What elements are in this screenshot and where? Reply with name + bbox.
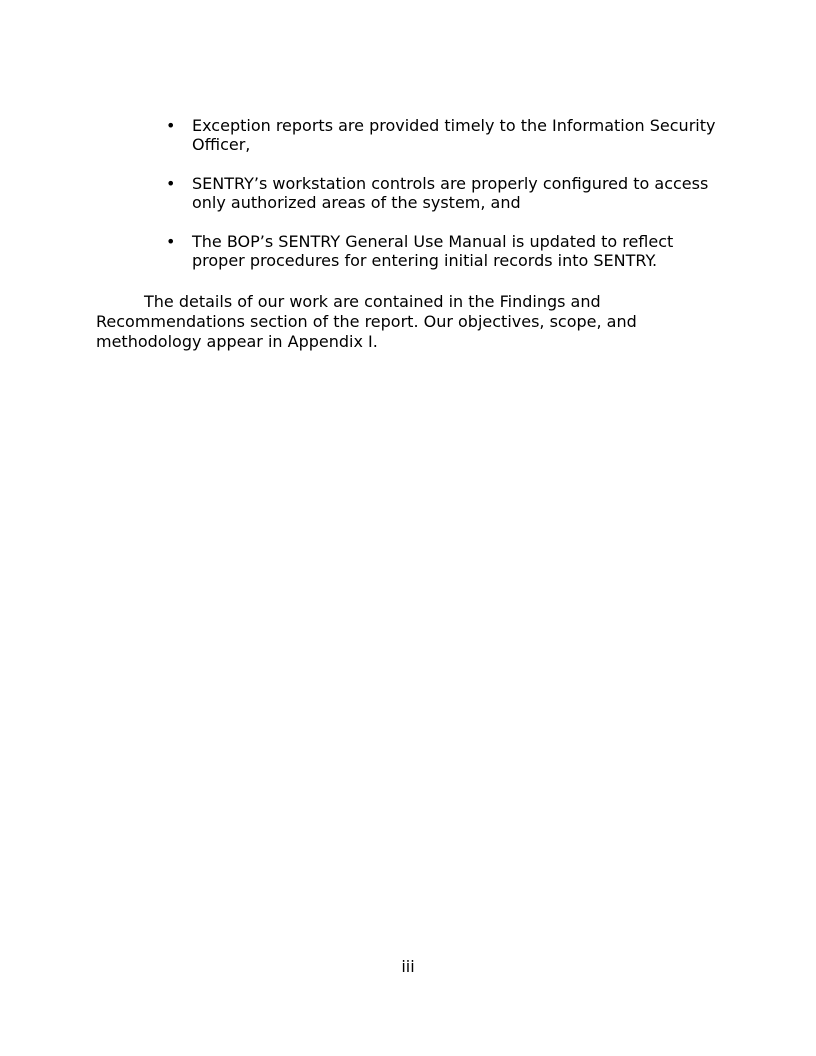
bullet-text: SENTRY’s workstation controls are properly configured to access only authorized areas of the system, and <box>192 174 709 212</box>
page-number: iii <box>401 957 415 976</box>
bullet-list <box>166 117 726 270</box>
bullet-icon: • <box>166 174 176 193</box>
bullet-text: Exception reports are provided timely to the Information Security Officer, <box>192 116 716 154</box>
bullet-text: The BOP’s SENTRY General Use Manual is updated to reflect proper procedures for entering initial records into SENTRY. <box>192 232 674 270</box>
bullet-icon: • <box>166 116 176 135</box>
bullet-item <box>166 175 726 212</box>
bullet-icon: • <box>166 232 176 251</box>
body-paragraph <box>96 292 726 352</box>
bullet-item <box>166 233 726 270</box>
paragraph-text: The details of our work are contained in the Findings and Recommendations section of the report. Our objectives, scope, and methodology appear in Appendix I. <box>96 292 637 351</box>
bullet-item <box>166 117 726 154</box>
